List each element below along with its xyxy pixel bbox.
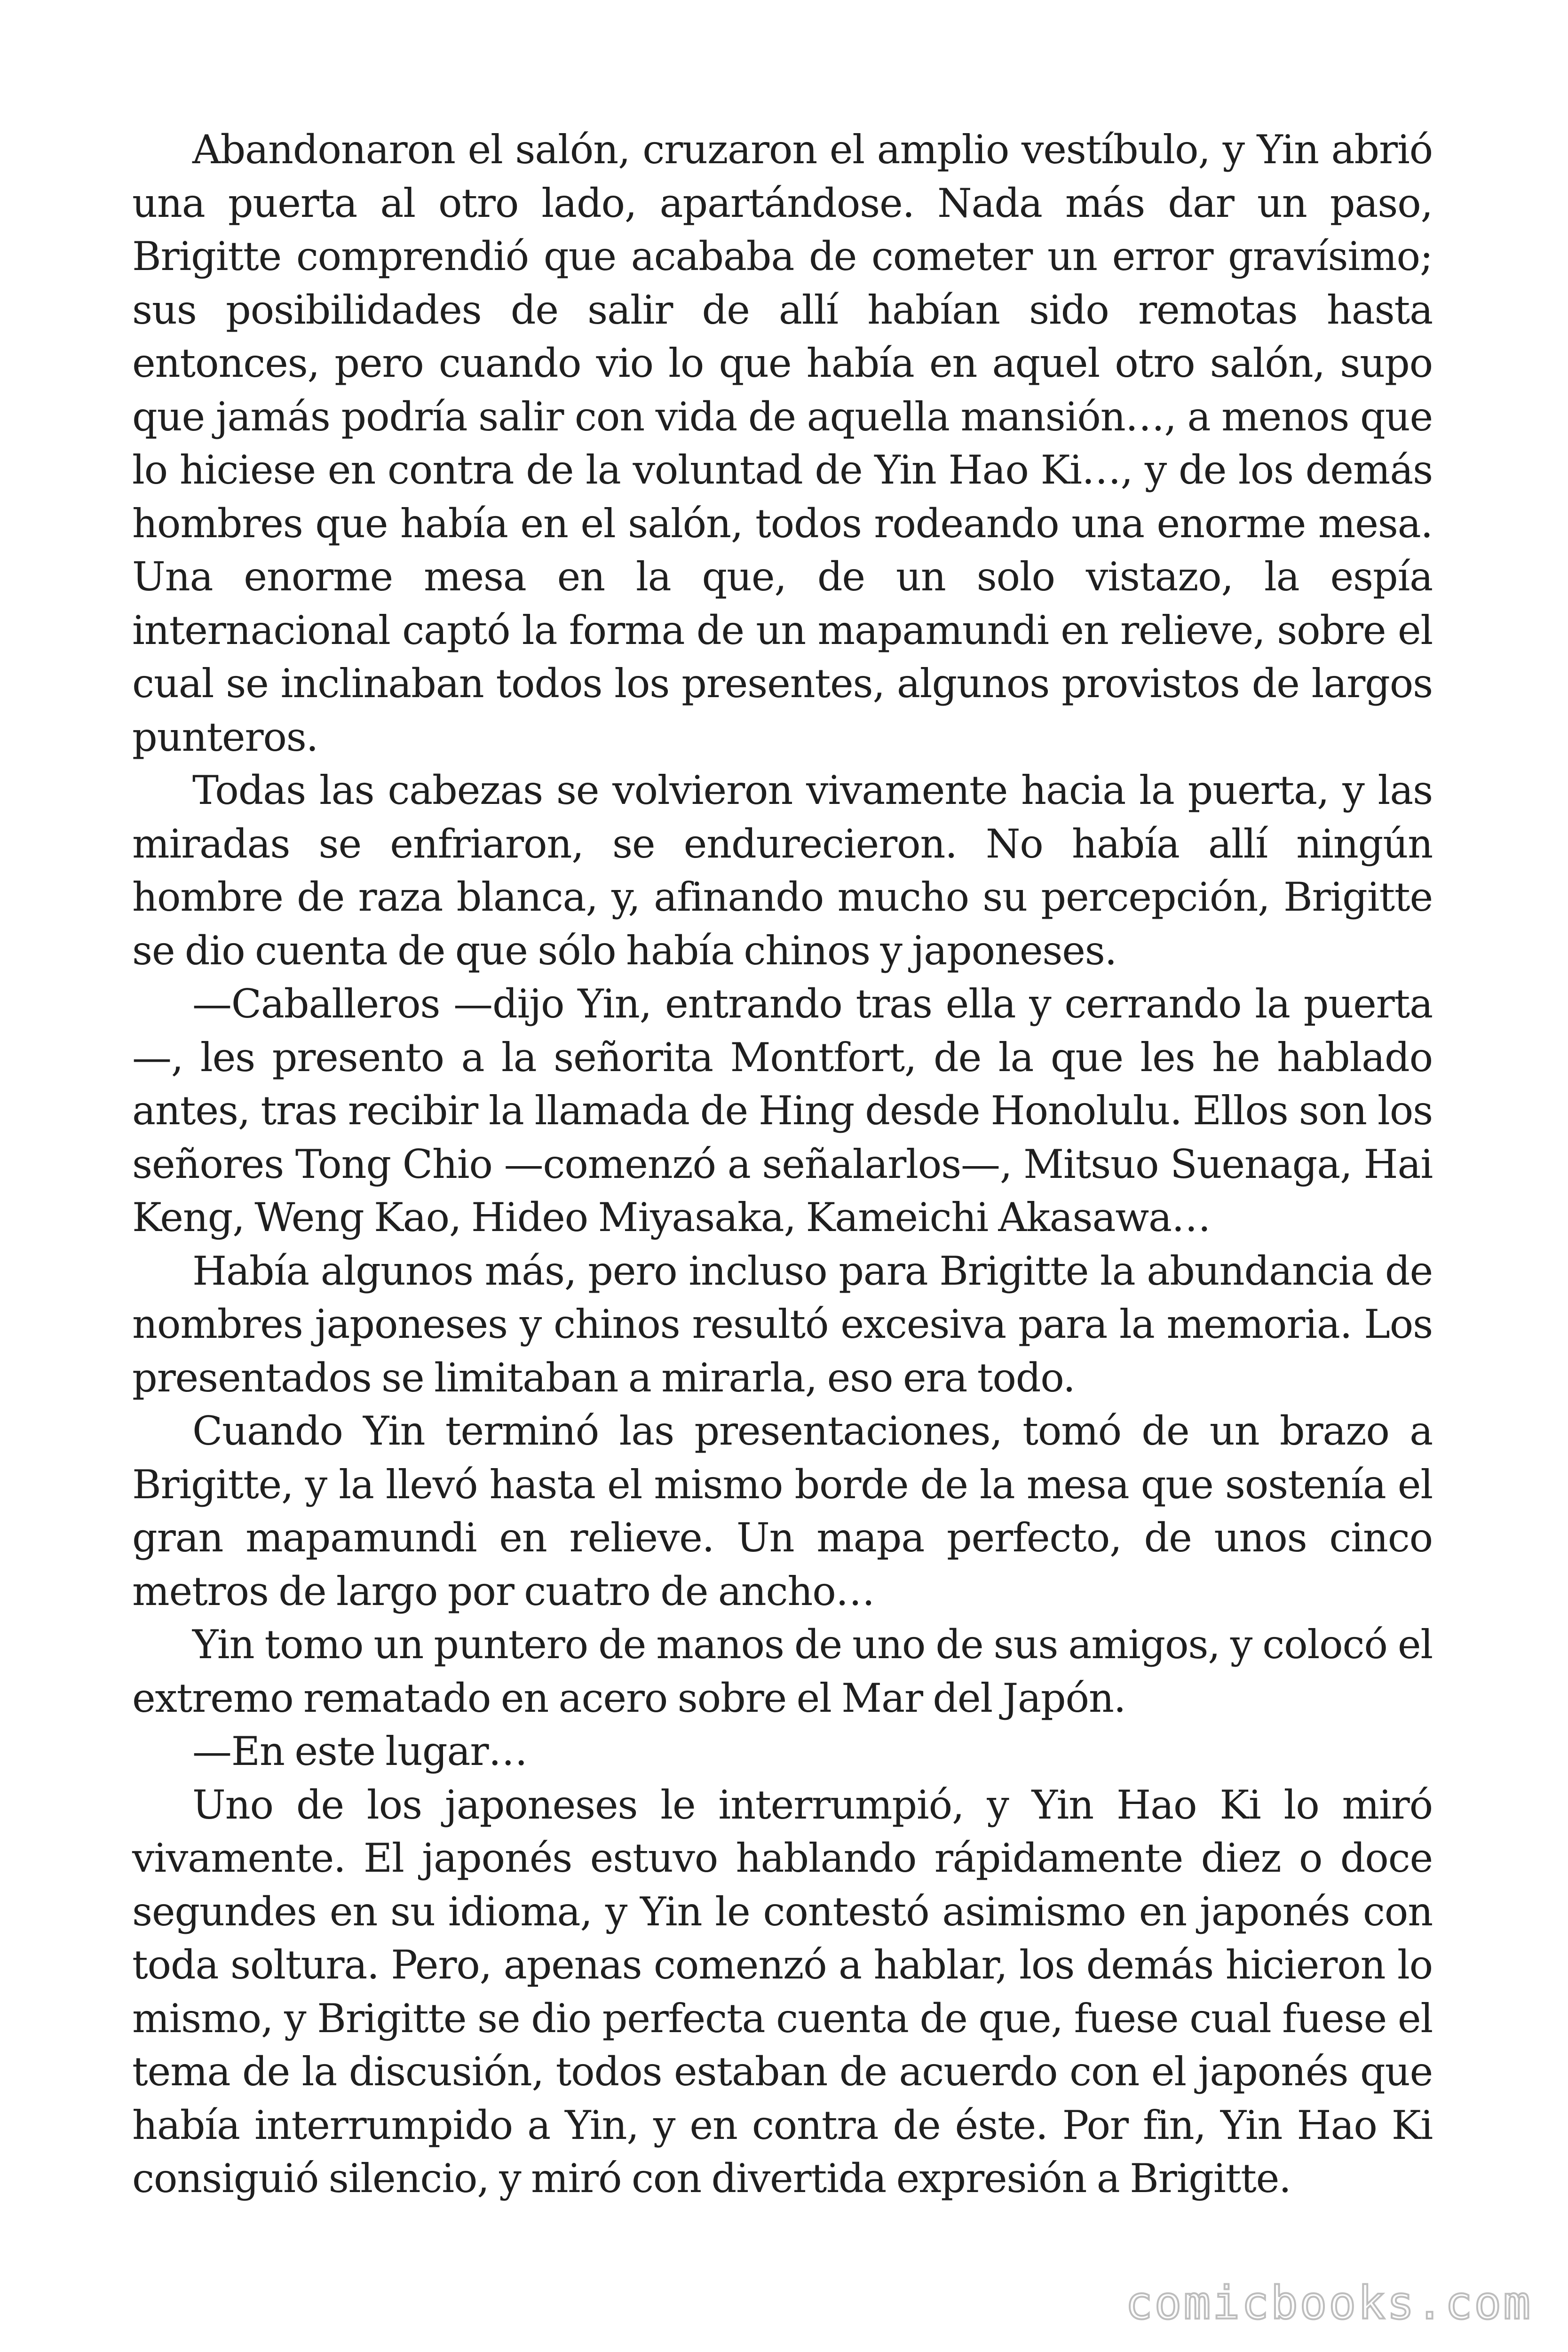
paragraph: —Caballeros —dijo Yin, entrando tras ella y cerrando la puerta—, les presento a la señorita Montfort, de la que les he hablado antes, tras recibir la llamada de Hing desde Honolulu. Ellos son los señores Tong Chio —comenzó a señalarlos—, Mitsuo Suenaga, Hai Keng, Weng Kao, Hideo Miyasaka, Kameichi Akasawa… (132, 981, 1433, 1240)
paragraph: Cuando Yin terminó las presentaciones, tomó de un brazo a Brigitte, y la llevó hasta el mismo borde de la mesa que sostenía el gran mapamundi en relieve. Un mapa perfecto, de unos cinco metros de largo por cuatro de ancho… (132, 1408, 1433, 1614)
body-text (132, 123, 1433, 2206)
watermark: comicbooks.com (1125, 2277, 1532, 2329)
paragraph: Yin tomo un puntero de manos de uno de sus amigos, y colocó el extremo rematado en acero sobre el Mar del Japón. (132, 1621, 1433, 1721)
paragraph: Uno de los japoneses le interrumpió, y Yin Hao Ki lo miró vivamente. El japonés estuvo hablando rápidamente diez o doce segundes en su idioma, y Yin le contestó asimismo en japonés con toda soltura. Pero, apenas comenzó a hablar, los demás hicieron lo mismo, y Brigitte se dio perfecta cuenta de que, fuese cual fuese el tema de la discusión, todos estaban de acuerdo con el japonés que había interrumpido a Yin, y en contra de éste. Por fin, Yin Hao Ki consiguió silencio, y miró con divertida expresión a Brigitte. (132, 1781, 1433, 2201)
paragraph: Había algunos más, pero incluso para Brigitte la abundancia de nombres japoneses y chinos resultó excesiva para la memoria. Los presentados se limitaban a mirarla, eso era todo. (132, 1248, 1433, 1401)
paragraph: Todas las cabezas se volvieron vivamente hacia la puerta, y las miradas se enfriaron, se endurecieron. No había allí ningún hombre de raza blanca, y, afinando mucho su percepción, Brigitte se dio cuenta de que sólo había chinos y japoneses. (132, 767, 1433, 974)
paragraph: Abandonaron el salón, cruzaron el amplio vestíbulo, y Yin abrió una puerta al otro lado, apartándose. Nada más dar un paso, Brigitte comprendió que acababa de cometer un error gravísimo; sus posibilidades de salir de allí habían sido remotas hasta entonces, pero cuando vio lo que había en aquel otro salón, supo que jamás podría salir con vida de aquella mansión…, a menos que lo hiciese en contra de la voluntad de Yin Hao Ki…, y de los demás hombres que había en el salón, todos rodeando una enorme mesa. Una enorme mesa en la que, de un solo vistazo, la espía internacional captó la forma de un mapamundi en relieve, sobre el cual se inclinaban todos los presentes, algunos provistos de largos punteros. (132, 127, 1433, 760)
paragraph: —En este lugar… (192, 1728, 528, 1774)
